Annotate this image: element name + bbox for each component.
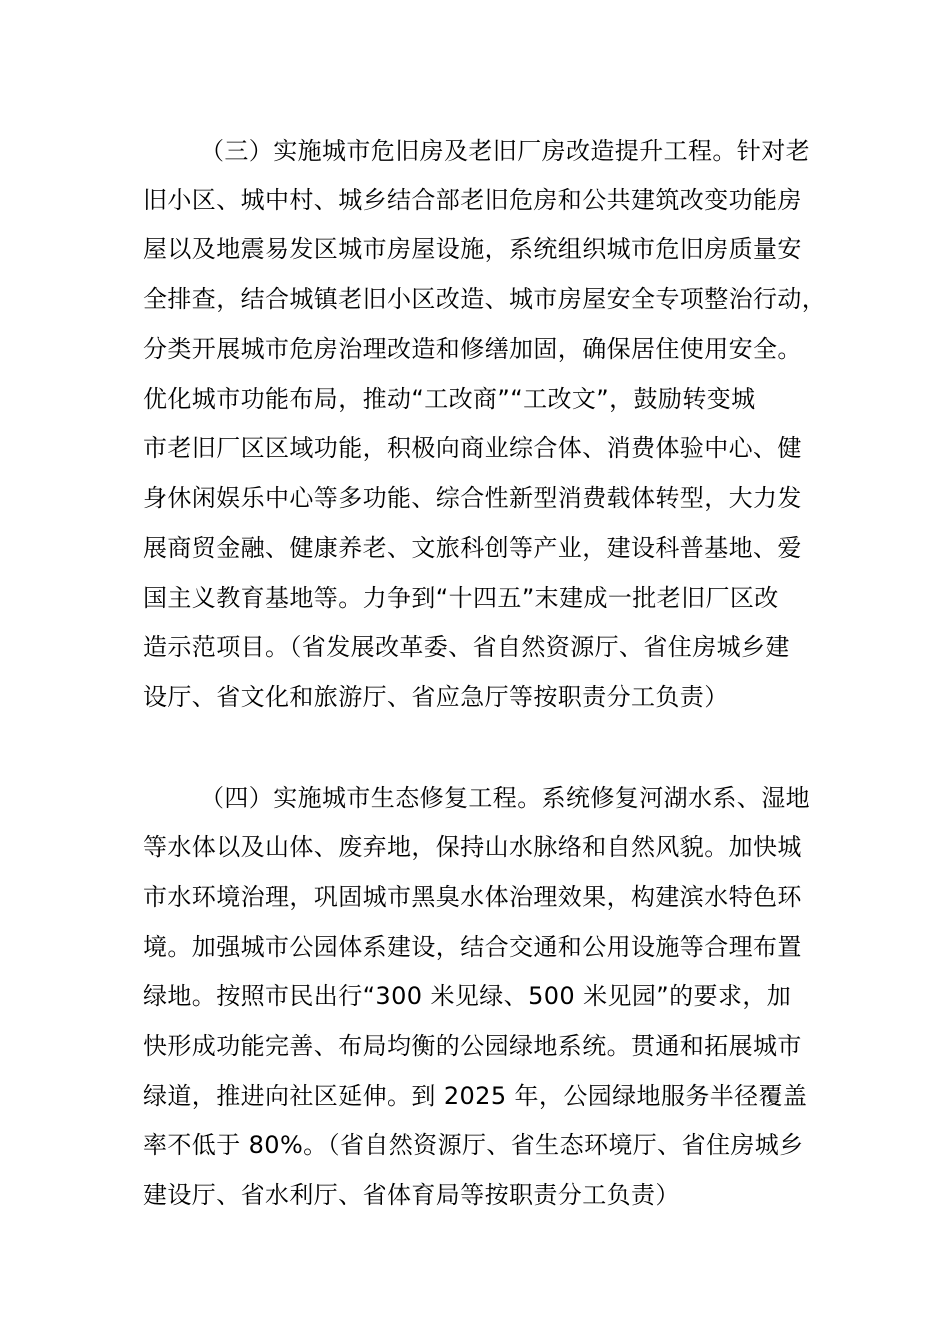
section-3-line-11: 造示范项目。（省发展改革委、省自然资源厅、省住房城乡建 [143, 633, 790, 661]
section-3-line-5: 分类开展城市危房治理改造和修缮加固，确保居住使用安全。 [143, 335, 802, 363]
section-3-line-10: 国主义教育基地等。力争到“十四五”末建成一批老旧厂区改 [143, 584, 779, 612]
section-3-line-12: 设厅、省文化和旅游厅、省应急厅等按职责分工负责） [143, 683, 729, 711]
section-4-line-3: 市水环境治理，巩固城市黑臭水体治理效果，构建滨水特色环 [143, 883, 802, 911]
section-4-line-4: 境。加强城市公园体系建设，结合交通和公用设施等合理布置 [143, 933, 802, 961]
section-3-line-9: 展商贸金融、健康养老、文旅科创等产业，建设科普基地、爱 [143, 534, 802, 562]
section-4-line-2: 等水体以及山体、废弃地，保持山水脉络和自然风貌。加快城 [143, 833, 802, 861]
section-3-line-2: 旧小区、城中村、城乡结合部老旧危房和公共建筑改变功能房 [143, 186, 802, 214]
section-3-line-6: 优化城市功能布局，推动“工改商”“工改文”，鼓励转变城 [143, 385, 756, 413]
section-4-line-1: （四）实施城市生态修复工程。系统修复河湖水系、湿地 [200, 784, 810, 812]
section-4-line-7: 绿道，推进向社区延伸。到 2025 年，公园绿地服务半径覆盖 [143, 1082, 808, 1110]
section-4-line-8: 率不低于 80%。（省自然资源厅、省生态环境厅、省住房城乡 [143, 1131, 804, 1159]
section-3-line-8: 身休闲娱乐中心等多功能、综合性新型消费载体转型，大力发 [143, 484, 802, 512]
section-3-line-4: 全排查，结合城镇老旧小区改造、城市房屋安全专项整治行动， [143, 285, 827, 313]
section-4-line-6: 快形成功能完善、布局均衡的公园绿地系统。贯通和拓展城市 [143, 1032, 802, 1060]
section-4-line-5: 绿地。按照市民出行“300 米见绿、500 米见园”的要求，加 [143, 982, 792, 1010]
section-3-line-1: （三）实施城市危旧房及老旧厂房改造提升工程。针对老 [200, 137, 810, 165]
section-3-line-7: 市老旧厂区区域功能，积极向商业综合体、消费体验中心、健 [143, 434, 802, 462]
section-3-line-3: 屋以及地震易发区城市房屋设施，系统组织城市危旧房质量安 [143, 235, 802, 263]
section-4-line-9: 建设厅、省水利厅、省体育局等按职责分工负责） [143, 1181, 680, 1209]
